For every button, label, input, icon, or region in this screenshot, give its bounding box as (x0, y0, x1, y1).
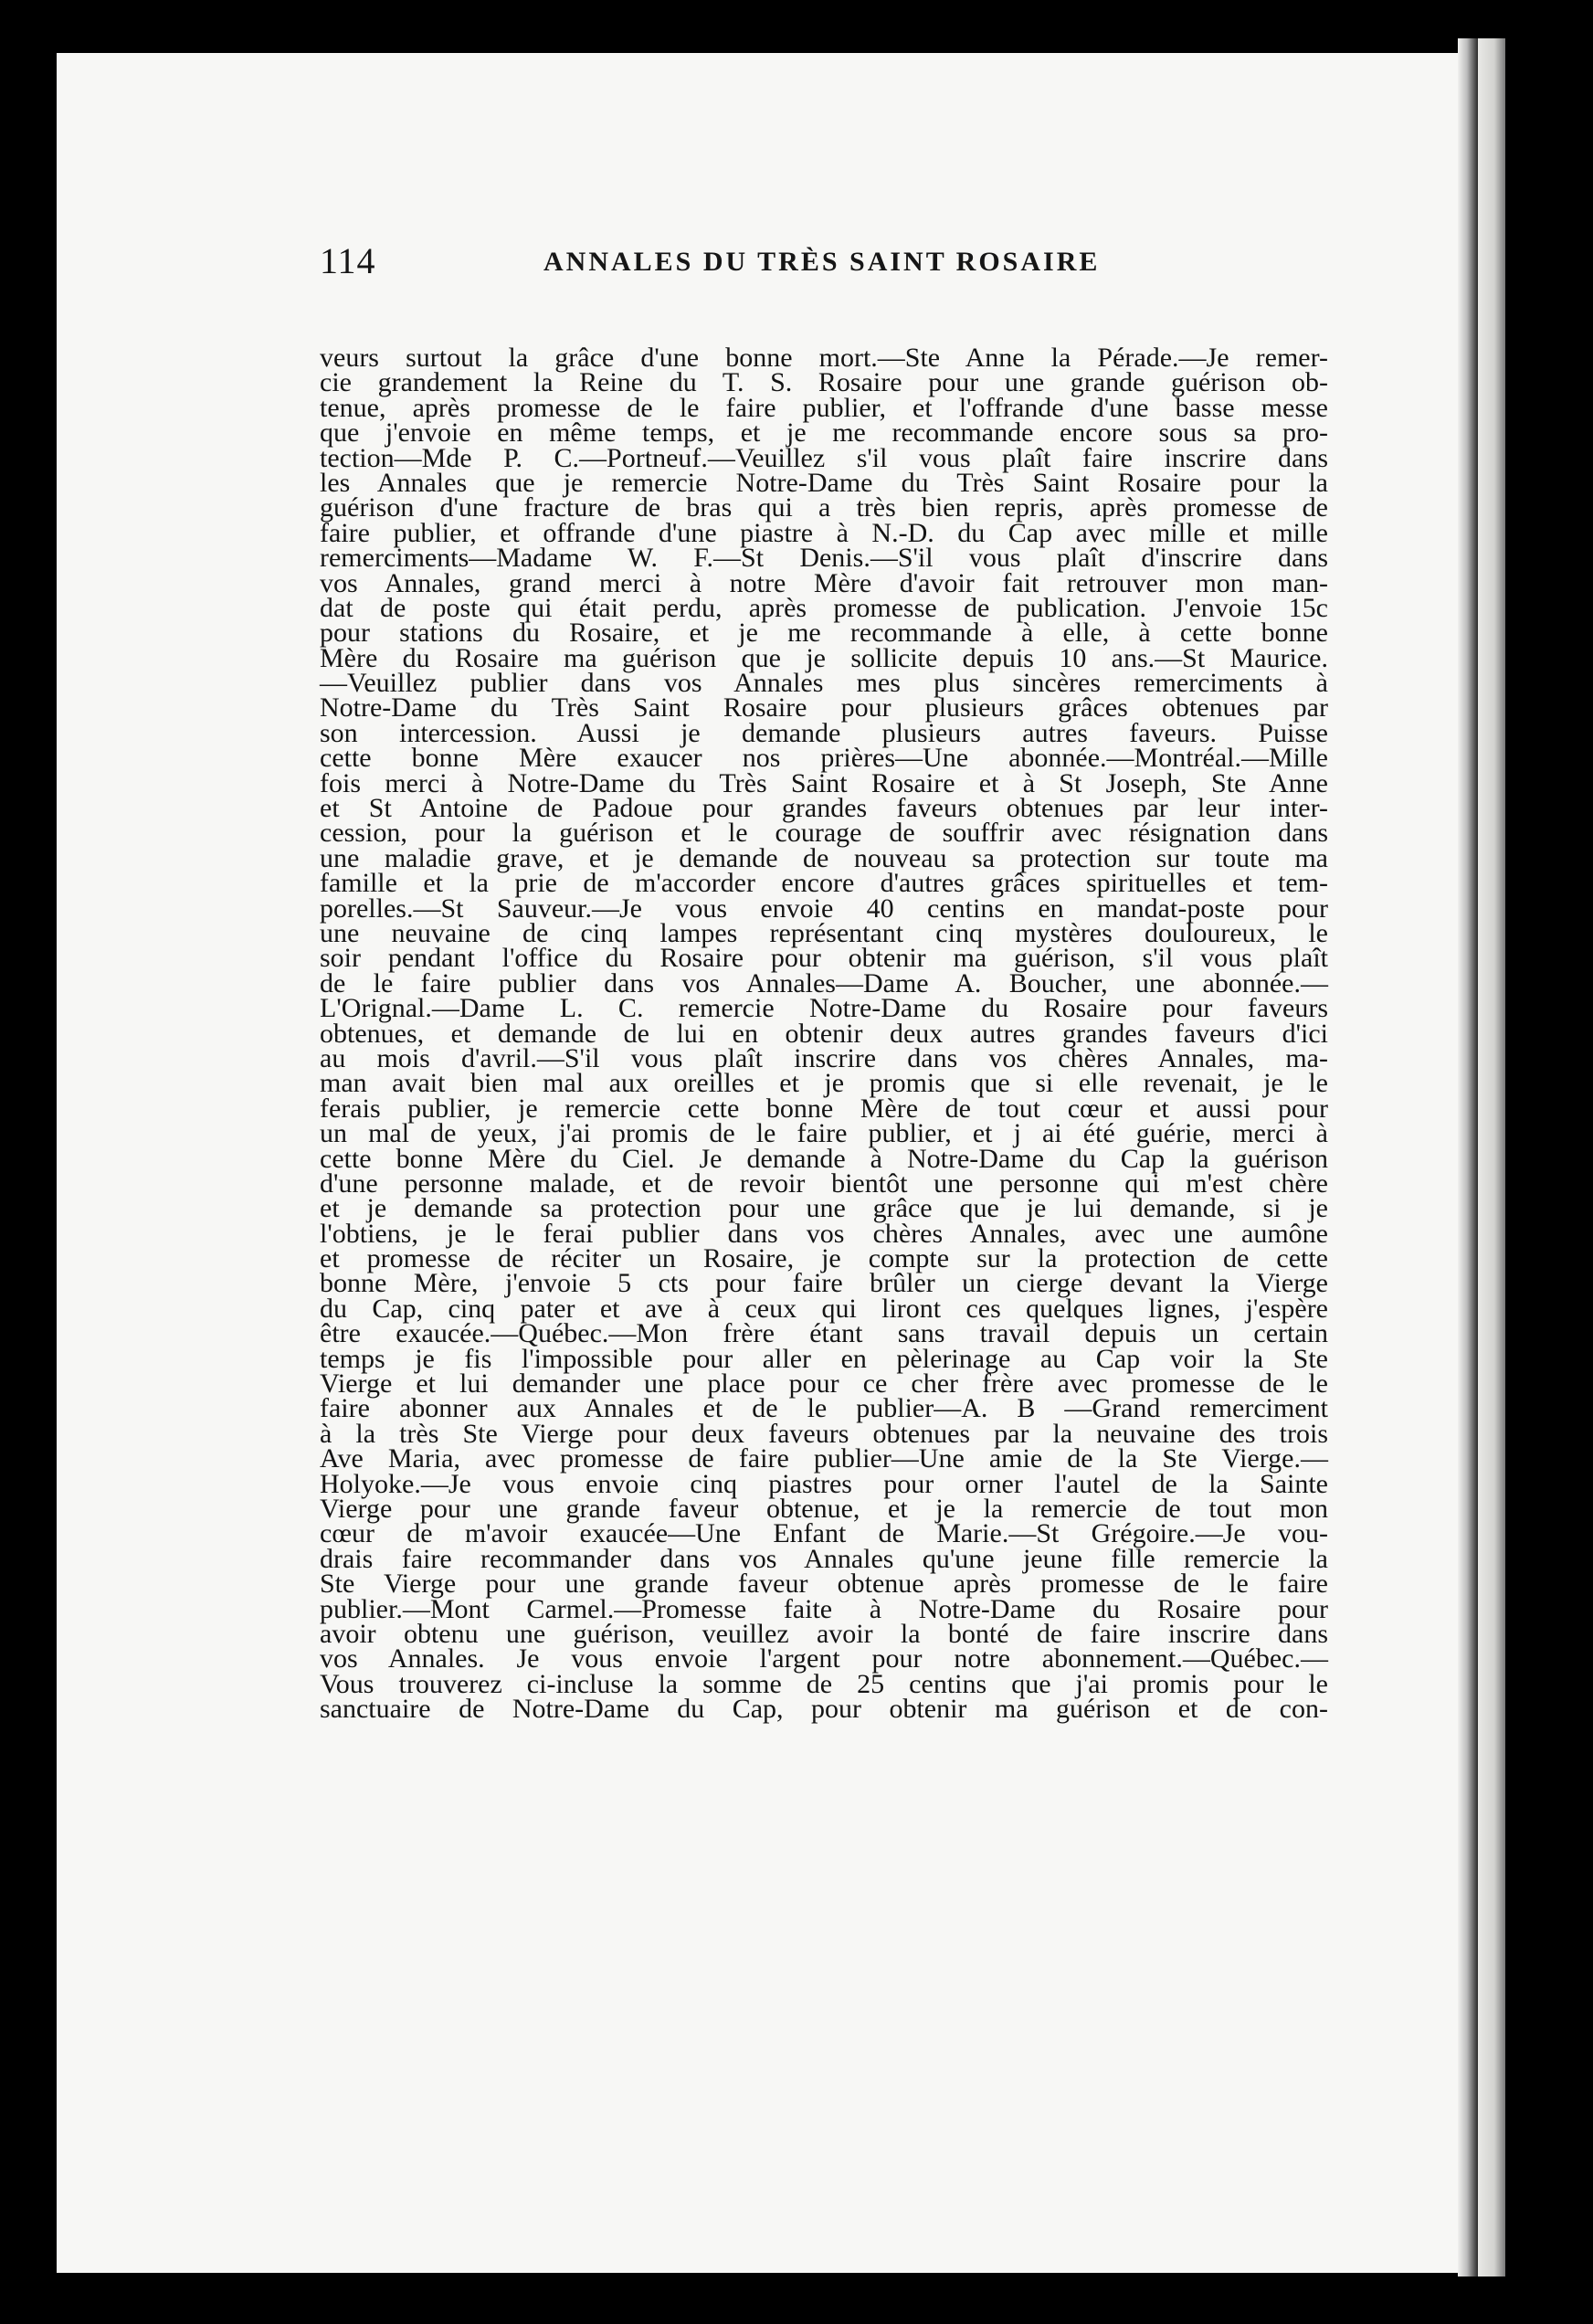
text-line: vos Annales, grand merci à notre Mère d'avoir fait retrouver mon man- (320, 567, 1328, 598)
text-line: Notre-Dame du Très Saint Rosaire pour plusieurs grâces obtenues par (320, 692, 1328, 724)
text-line: cette bonne Mère exaucer nos prières—Une abonnée.—Montréal.—Mille (320, 743, 1328, 774)
text-line: à la très Ste Vierge pour deux faveurs obtenues par la neuvaine des trois (320, 1418, 1328, 1449)
text-line: d'une personne malade, et de revoir bientôt une personne qui m'est chère (320, 1167, 1328, 1199)
text-line: fois merci à Notre-Dame du Très Saint Rosaire et à St Joseph, Ste Anne (320, 767, 1328, 798)
text-line: de le faire publier dans vos Annales—Dame A. Boucher, une abonnée.— (320, 967, 1328, 998)
text-line: famille et la prie de m'accorder encore d'autres grâces spirituelles et tem- (320, 868, 1328, 899)
text-line: Vierge pour une grande faveur obtenue, et je la remercie de tout mon (320, 1493, 1328, 1524)
text-line: cœur de m'avoir exaucée—Une Enfant de Marie.—St Grégoire.—Je vou- (320, 1518, 1328, 1549)
text-line: —Veuillez publier dans vos Annales mes plus sincères remerciments à (320, 668, 1328, 699)
text-line: Vierge et lui demander une place pour ce cher frère avec promesse de le (320, 1368, 1328, 1400)
text-line: son intercession. Aussi je demande plusieurs autres faveurs. Puisse (320, 717, 1328, 748)
text-line: et promesse de réciter un Rosaire, je compte sur la protection de cette (320, 1243, 1328, 1274)
text-line: au mois d'avril.—S'il vous plaît inscrire dans vos chères Annales, ma- (320, 1042, 1328, 1073)
text-line: faire publier, et offrande d'une piastre à N.-D. du Cap avec mille et mille (320, 517, 1328, 548)
text-line: dat de poste qui était perdu, après promesse de publication. J'envoie 15c (320, 592, 1328, 623)
page-number: 114 (320, 240, 376, 281)
text-line: pour stations du Rosaire, et je me recommande à elle, à cette bonne (320, 618, 1328, 649)
page-header (320, 239, 1233, 294)
text-line: Ave Maria, avec promesse de faire publier—Une amie de la Ste Vierge.— (320, 1443, 1328, 1474)
text-line: tenue, après promesse de le faire publier, et l'offrande d'une basse messe (320, 392, 1328, 423)
text-line: du Cap, cinq pater et ave à ceux qui liront ces quelques lignes, j'espère (320, 1293, 1328, 1324)
text-line: guérison d'une fracture de bras qui a très bien repris, après promesse de (320, 492, 1328, 523)
text-line: obtenues, et demande de lui en obtenir deux autres grandes faveurs d'ici (320, 1018, 1328, 1049)
text-line: ferais publier, je remercie cette bonne Mère de tout cœur et aussi pour (320, 1093, 1328, 1124)
text-line: sanctuaire de Notre-Dame du Cap, pour obtenir ma guérison et de con- (320, 1694, 1328, 1725)
text-line: drais faire recommander dans vos Annales qu'une jeune fille remercie la (320, 1543, 1328, 1574)
text-line: les Annales que je remercie Notre-Dame du Très Saint Rosaire pour la (320, 467, 1328, 498)
text-line: cie grandement la Reine du T. S. Rosaire pour une grande guérison ob- (320, 367, 1328, 398)
text-line: que j'envoie en même temps, et je me recommande encore sous sa pro- (320, 417, 1328, 449)
text-line: L'Orignal.—Dame L. C. remercie Notre-Dame du Rosaire pour faveurs (320, 993, 1328, 1024)
text-line: un mal de yeux, j'ai promis de le faire publier, et j ai été guérie, merci à (320, 1118, 1328, 1149)
text-line: une neuvaine de cinq lampes représentant cinq mystères douloureux, le (320, 917, 1328, 948)
text-line: publier.—Mont Carmel.—Promesse faite à Notre-Dame du Rosaire pour (320, 1593, 1328, 1624)
running-title: ANNALES DU TRÈS SAINT ROSAIRE (543, 247, 1101, 277)
text-line: cession, pour la guérison et le courage de souffrir avec résignation dans (320, 818, 1328, 849)
body-text (320, 343, 1328, 1725)
spine-shadow (1458, 38, 1478, 2276)
text-line: veurs surtout la grâce d'une bonne mort.—Ste Anne la Pérade.—Je remer- (320, 343, 1328, 373)
text-line: tection—Mde P. C.—Portneuf.—Veuillez s'il vous plaît faire inscrire dans (320, 442, 1328, 473)
text-line: Mère du Rosaire ma guérison que je sollicite depuis 10 ans.—St Maurice. (320, 642, 1328, 673)
text-line: bonne Mère, j'envoie 5 cts pour faire brûler un cierge devant la Vierge (320, 1268, 1328, 1299)
text-line: l'obtiens, je le ferai publier dans vos chères Annales, avec une aumône (320, 1218, 1328, 1249)
text-line: remerciments—Madame W. F.—St Denis.—S'il vous plaît d'inscrire dans (320, 543, 1328, 574)
text-line: Ste Vierge pour une grande faveur obtenue après promesse de le faire (320, 1569, 1328, 1600)
text-line: faire abonner aux Annales et de le publier—A. B —Grand remerciment (320, 1393, 1328, 1424)
text-line: une maladie grave, et je demande de nouveau sa protection sur toute ma (320, 842, 1328, 873)
text-line: et St Antoine de Padoue pour grandes faveurs obtenues par leur inter- (320, 793, 1328, 824)
text-line: avoir obtenu une guérison, veuillez avoir la bonté de faire inscrire dans (320, 1618, 1328, 1649)
text-line: Vous trouverez ci-incluse la somme de 25 centins que j'ai promis pour le (320, 1668, 1328, 1699)
text-line: porelles.—St Sauveur.—Je vous envoie 40 centins en mandat-poste pour (320, 893, 1328, 924)
text-line: cette bonne Mère du Ciel. Je demande à Notre-Dame du Cap la guérison (320, 1143, 1328, 1174)
text-line: man avait bien mal aux oreilles et je promis que si elle revenait, je le (320, 1068, 1328, 1099)
text-line: temps je fis l'impossible pour aller en pèlerinage au Cap voir la Ste (320, 1343, 1328, 1374)
text-line: être exaucée.—Québec.—Mon frère étant sans travail depuis un certain (320, 1318, 1328, 1349)
text-line: soir pendant l'office du Rosaire pour obtenir ma guérison, s'il vous plaît (320, 943, 1328, 974)
text-line: Holyoke.—Je vous envoie cinq piastres pour orner l'autel de la Sainte (320, 1468, 1328, 1499)
text-line: et je demande sa protection pour une grâce que je lui demande, si je (320, 1193, 1328, 1224)
next-page-edge (1478, 38, 1505, 2276)
text-line: vos Annales. Je vous envoie l'argent pour notre abonnement.—Québec.— (320, 1643, 1328, 1674)
